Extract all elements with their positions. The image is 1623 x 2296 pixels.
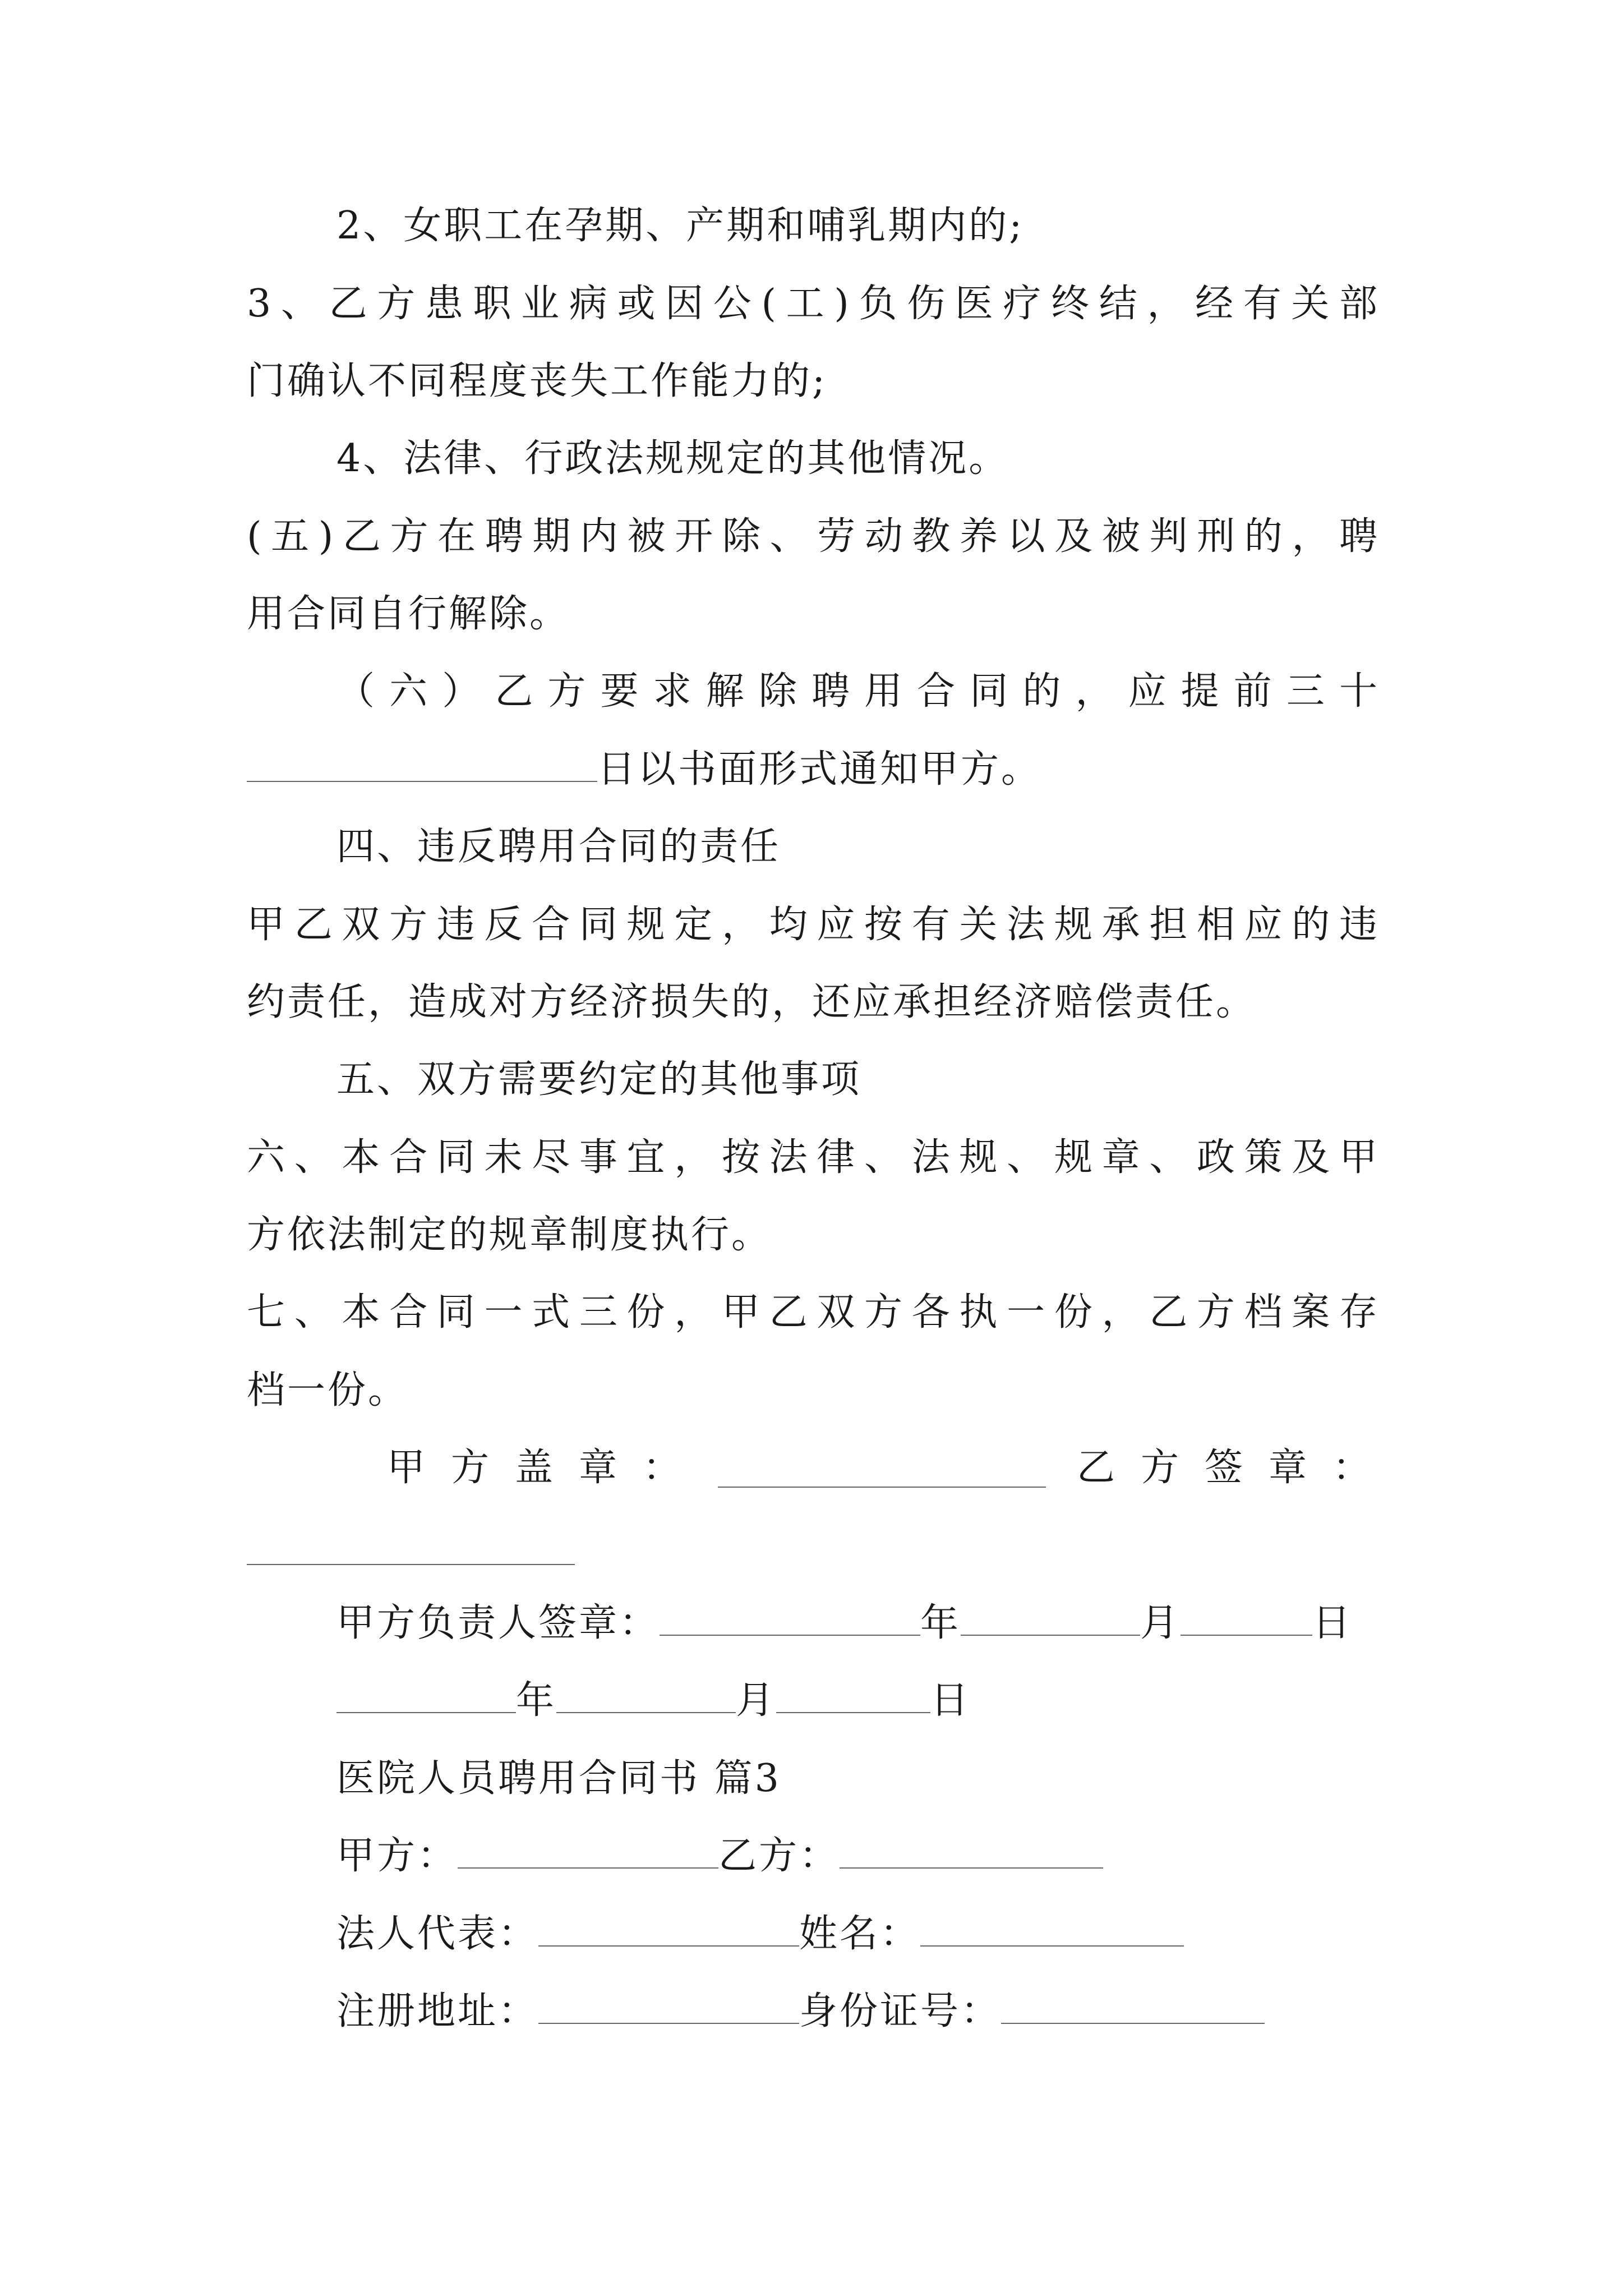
- year-blank-1[interactable]: [961, 1600, 1140, 1636]
- clause-item-2: 2、女职工在孕期、产期和哺乳期内的;: [336, 204, 1025, 248]
- party-a-seal-label: 甲方盖章：: [387, 1446, 707, 1490]
- parties-row: 甲方： 乙方：: [336, 1831, 1103, 1881]
- month-blank-1[interactable]: [1181, 1600, 1312, 1636]
- clause-item-4: 4、法律、行政法规规定的其他情况。: [336, 436, 1009, 481]
- section-7-line1: 七、本合同一式三份，甲乙双方各执一份，乙方档案存: [247, 1290, 1380, 1335]
- legal-rep-blank[interactable]: [538, 1911, 799, 1947]
- party-a-seal-blank[interactable]: [718, 1487, 1046, 1488]
- section-7-line2: 档一份。: [247, 1368, 409, 1412]
- clause-5-line1: (五)乙方在聘期内被开除、劳动教养以及被判刑的，聘: [247, 514, 1380, 559]
- section-6-line1: 六、本合同未尽事宜，按法律、法规、规章、政策及甲: [247, 1135, 1380, 1180]
- leader-sign-row: 甲方负责人签章： 年 月 日: [336, 1601, 1353, 1645]
- month-blank-2[interactable]: [556, 1677, 736, 1713]
- section-3-title: 医院人员聘用合同书 篇3: [336, 1756, 781, 1801]
- clause-item-3-line1: 3、乙方患职业病或因公(工)负伤医疗终结，经有关部: [247, 282, 1380, 326]
- address-row: 注册地址： 身份证号：: [336, 1986, 1265, 2037]
- party-b-sign-label: 乙方签章：: [1077, 1446, 1397, 1490]
- section-4-heading: 四、违反聘用合同的责任: [336, 825, 781, 869]
- clause-6-line2: 日以书面形式通知甲方。: [247, 744, 1041, 795]
- date-row-2: 年 月 日: [336, 1676, 971, 1726]
- year-blank-2[interactable]: [336, 1677, 516, 1713]
- clause-5-line2: 用合同自行解除。: [247, 592, 570, 636]
- section-5-heading: 五、双方需要约定的其他事项: [336, 1057, 862, 1102]
- section-6-line2: 方依法制定的规章制度执行。: [247, 1213, 772, 1257]
- clause-6-line1: （六）乙方要求解除聘用合同的，应提前三十: [336, 669, 1380, 714]
- section-4-body-line2: 约责任，造成对方经济损失的，还应承担经济赔偿责任。: [247, 980, 1257, 1024]
- legal-rep-row: 法人代表： 姓名：: [336, 1909, 1184, 1959]
- days-blank[interactable]: [247, 746, 597, 782]
- id-number-blank[interactable]: [1001, 1988, 1265, 2024]
- clause-item-3-line2: 门确认不同程度丧失工作能力的;: [247, 359, 827, 403]
- day-blank-2[interactable]: [776, 1677, 930, 1713]
- name-blank[interactable]: [920, 1911, 1184, 1947]
- party-b-blank[interactable]: [840, 1833, 1103, 1869]
- party-a-blank[interactable]: [458, 1833, 718, 1869]
- leader-sign-blank[interactable]: [660, 1600, 920, 1636]
- party-b-sign-blank[interactable]: [247, 1564, 575, 1565]
- section-4-body-line1: 甲乙双方违反合同规定，均应按有关法规承担相应的违: [247, 903, 1380, 947]
- reg-address-blank[interactable]: [538, 1988, 799, 2024]
